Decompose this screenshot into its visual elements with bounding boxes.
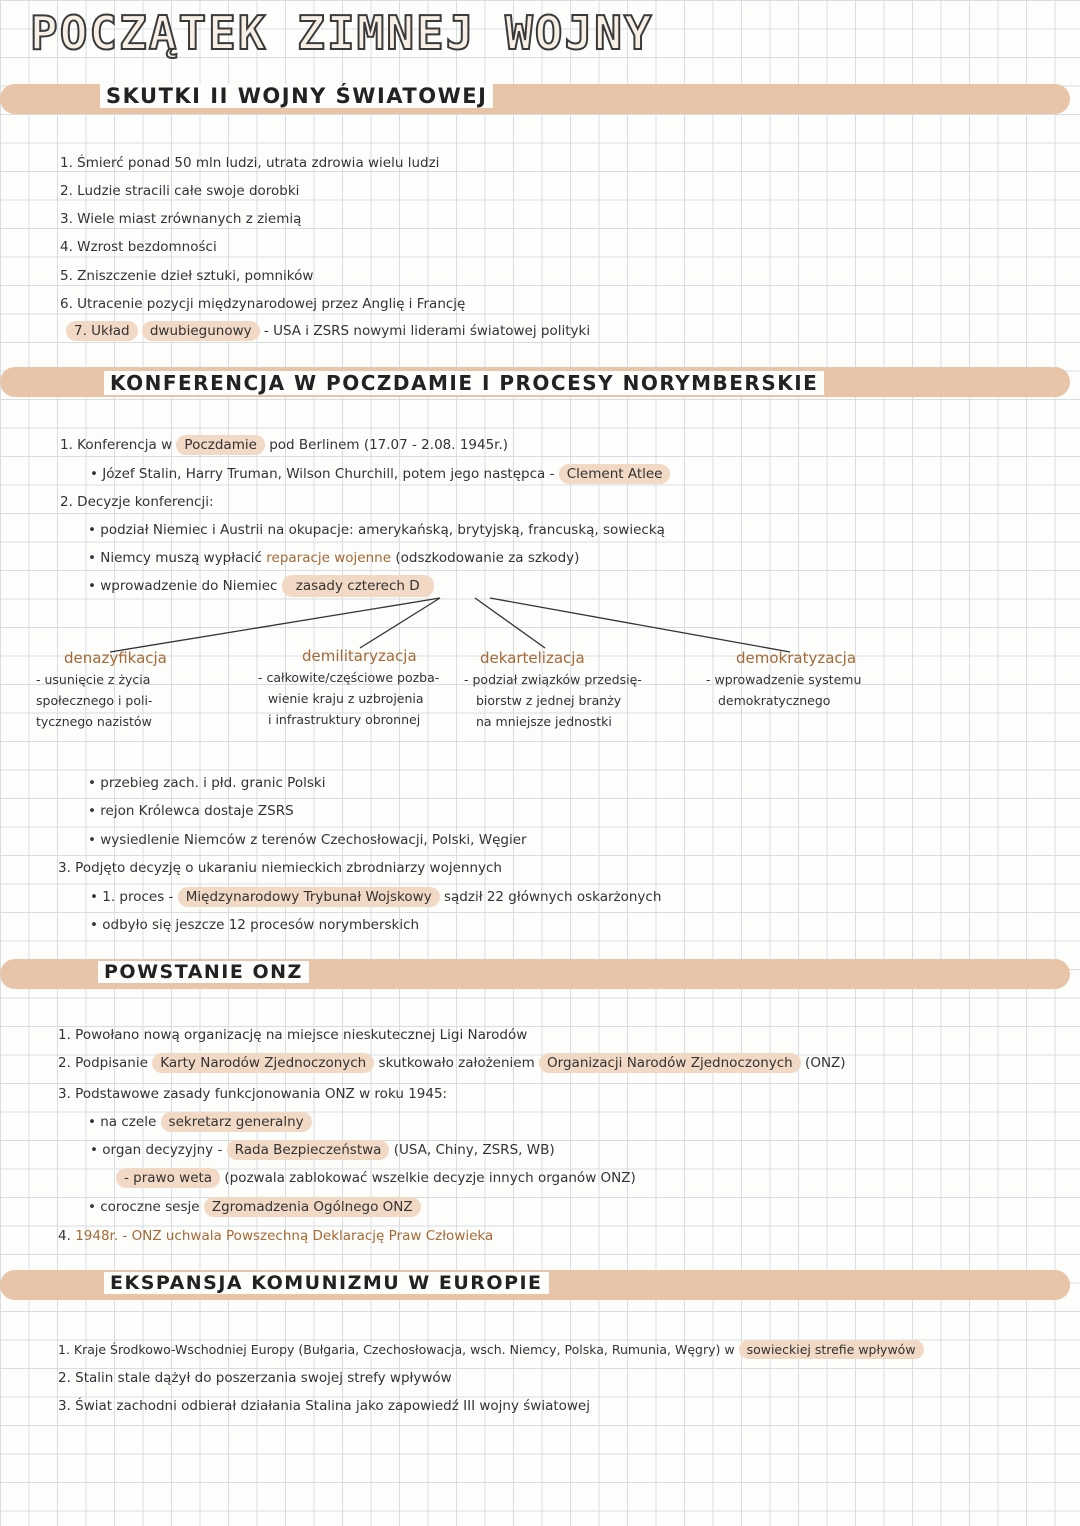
onz-l6-b: (pozwala zablokować wszelkie decyzje innych organów ONZ): [224, 1170, 636, 1186]
heading-konferencja: KONFERENCJA W POCZDAMIE I PROCESY NORYMBERSKIE: [104, 371, 824, 395]
konf-l11-c: sądził 22 głównych oskarżonych: [443, 889, 662, 905]
onz-l5-a: • organ decyzyjny -: [90, 1142, 223, 1158]
konf-l11-a: • 1. proces -: [90, 889, 174, 905]
rada-highlight: Rada Bezpieczeństwa: [227, 1140, 390, 1160]
d-col-demokratyzacja: [706, 648, 906, 711]
onz-line-1: 1. Powołano nową organizację na miejsce nieskutecznej Ligi Narodów: [58, 1027, 528, 1043]
heading-ekspansja: EKSPANSJA KOMUNIZMU W EUROPIE: [104, 1272, 549, 1294]
d-col-demilitaryzacja: [258, 646, 468, 730]
konf-l5-a: • Niemcy muszą wypłacić: [88, 550, 262, 566]
konf-line-4: • podział Niemiec i Austrii na okupacje: amerykańską, brytyjską, francuską, sowiecką: [88, 522, 665, 538]
dwubiegunowy-highlight: dwubiegunowy: [142, 321, 260, 341]
onz-l7-a: • coroczne sesje: [88, 1199, 200, 1215]
organizacja-highlight: Organizacji Narodów Zjednoczonych: [539, 1053, 801, 1073]
konf-l1-a: 1. Konferencja w: [60, 437, 173, 453]
strefa-highlight: sowieckiej strefie wpływów: [739, 1340, 924, 1359]
sekretarz-highlight: sekretarz generalny: [161, 1112, 312, 1132]
heading-skutki: SKUTKI II WOJNY ŚWIATOWEJ: [100, 84, 493, 108]
konf-l5-c: (odszkodowanie za szkody): [395, 550, 580, 566]
deklaracja-text: 1948r. - ONZ uchwala Powszechną Deklarację Praw Człowieka: [75, 1228, 494, 1244]
onz-l5-c: (USA, Chiny, ZSRS, WB): [393, 1142, 555, 1158]
poczdamie-highlight: Poczdamie: [176, 435, 264, 455]
onz-line-5: [90, 1142, 555, 1158]
zgromadzenie-highlight: Zgromadzenia Ogólnego ONZ: [204, 1197, 421, 1217]
skutki-item-3: 3. Wiele miast zrównanych z ziemią: [60, 211, 302, 227]
reparacje-text: reparacje wojenne: [266, 550, 392, 566]
onz-l8-a: 4.: [58, 1228, 71, 1244]
page-title: POCZĄTEK ZIMNEJ WOJNY: [30, 6, 654, 60]
konf-l2-a: • Józef Stalin, Harry Truman, Wilson Churchill, potem jego następca -: [90, 466, 555, 482]
eksp-line-2: 2. Stalin stale dążył do poszerzania swojej strefy wpływów: [58, 1370, 452, 1386]
onz-l2-a: 2. Podpisanie: [58, 1055, 148, 1071]
skutki-item-2: 2. Ludzie stracili całe swoje dorobki: [60, 183, 300, 199]
eksp-l1-a: 1. Kraje Środkowo-Wschodniej Europy (Bułgaria, Czechosłowacja, wsch. Niemcy, Polska, Rumunia, Węgry) w: [58, 1342, 735, 1357]
eksp-line-3: 3. Świat zachodni odbierał działania Stalina jako zapowiedź III wojny światowej: [58, 1398, 590, 1414]
skutki-item-1: 1. Śmierć ponad 50 mln ludzi, utrata zdrowia wielu ludzi: [60, 155, 440, 171]
d-col-denazyfikacja: [36, 648, 236, 732]
eksp-line-1: [58, 1342, 924, 1357]
four-d-tree-lines: [0, 0, 1080, 700]
konf-line-11: [90, 889, 661, 905]
onz-l2-e: (ONZ): [805, 1055, 846, 1071]
d-line: na mniejsze jednostki: [476, 714, 612, 729]
cztery-d-highlight: zasady czterech D: [282, 575, 434, 597]
skutki-item-5: 5. Zniszczenie dzieł sztuki, pomników: [60, 268, 314, 284]
onz-line-4: [88, 1114, 312, 1130]
konf-line-12: • odbyło się jeszcze 12 procesów norymberskich: [90, 917, 420, 933]
d-title: demokratyzacja: [736, 649, 857, 667]
onz-line-3: 3. Podstawowe zasady funkcjonowania ONZ w roku 1945:: [58, 1086, 448, 1102]
konf-line-7: • przebieg zach. i płd. granic Polski: [88, 775, 326, 791]
d-line: biorstw z jednej branży: [476, 693, 622, 708]
d-line: - wprowadzenie systemu: [706, 672, 862, 687]
d-line: demokratycznego: [718, 693, 831, 708]
konf-l6-a: • wprowadzenie do Niemiec: [88, 578, 278, 594]
konf-line-10: 3. Podjęto decyzję o ukaraniu niemieckich zbrodniarzy wojennych: [58, 860, 502, 876]
d-line: - podział związków przedsię-: [464, 672, 642, 687]
konf-line-8: • rejon Królewca dostaje ZSRS: [88, 803, 294, 819]
uklad-rest: - USA i ZSRS nowymi liderami światowej polityki: [263, 323, 591, 339]
weto-highlight: - prawo weta: [116, 1168, 220, 1188]
d-title: dekartelizacja: [480, 649, 585, 667]
onz-line-6: [116, 1170, 636, 1186]
d-title: demilitaryzacja: [302, 647, 417, 665]
d-line: społecznego i poli-: [36, 693, 153, 708]
karta-highlight: Karty Narodów Zjednoczonych: [152, 1053, 374, 1073]
konf-line-9: • wysiedlenie Niemców z terenów Czechosłowacji, Polski, Węgier: [88, 832, 527, 848]
konf-l1-c: pod Berlinem (17.07 - 2.08. 1945r.): [269, 437, 509, 453]
onz-line-8: [58, 1228, 493, 1244]
d-line: - usunięcie z życia: [36, 672, 151, 687]
d-line: - całkowite/częściowe pozba-: [258, 670, 440, 685]
trybunal-highlight: Międzynarodowy Trybunał Wojskowy: [178, 887, 440, 907]
onz-line-7: [88, 1199, 421, 1215]
skutki-item-4: 4. Wzrost bezdomności: [60, 239, 217, 255]
heading-onz: POWSTANIE ONZ: [98, 961, 309, 983]
d-line: wienie kraju z uzbrojenia: [268, 691, 424, 706]
skutki-item-6: 6. Utracenie pozycji międzynarodowej przez Anglię i Francję: [60, 296, 466, 312]
uklad-highlight: 7. Układ: [66, 321, 138, 341]
onz-l4-a: • na czele: [88, 1114, 157, 1130]
d-col-dekartelizacja: [464, 648, 684, 732]
atlee-highlight: Clement Atlee: [559, 464, 671, 484]
d-line: tycznego nazistów: [36, 714, 152, 729]
konf-line-3: 2. Decyzje konferencji:: [60, 494, 214, 510]
d-title: denazyfikacja: [64, 649, 167, 667]
onz-l2-c: skutkowało założeniem: [378, 1055, 535, 1071]
onz-line-2: [58, 1055, 846, 1071]
d-line: i infrastruktury obronnej: [268, 712, 421, 727]
